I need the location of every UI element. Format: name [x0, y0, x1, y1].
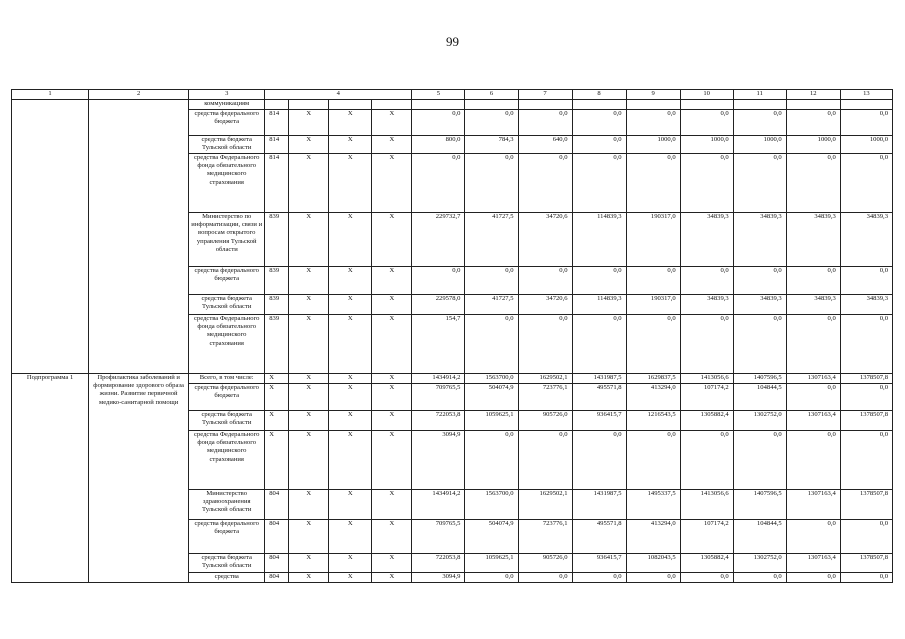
- amount-cell: 0,0: [840, 110, 892, 136]
- amount-cell: 107174,2: [680, 520, 733, 554]
- classifier-cell: X: [329, 384, 372, 411]
- amount-cell: 34839,3: [680, 295, 733, 315]
- amount-cell: 0,0: [840, 267, 892, 295]
- amount-cell: 0,0: [840, 315, 892, 374]
- amount-cell: 0,0: [680, 573, 733, 583]
- amount-cell: 1216543,5: [626, 411, 680, 431]
- amount-cell: 1307163,4: [786, 374, 840, 384]
- amount-cell: 0,0: [518, 315, 572, 374]
- header-cell: 11: [733, 90, 786, 100]
- amount-cell: 114839,3: [572, 213, 626, 267]
- amount-cell: [733, 100, 786, 110]
- amount-cell: 0,0: [786, 431, 840, 490]
- amount-cell: 1629502,1: [518, 490, 572, 520]
- amount-cell: 0,0: [680, 154, 733, 213]
- classifier-cell: [329, 100, 372, 110]
- classifier-cell: X: [289, 267, 329, 295]
- amount-cell: 0,0: [412, 154, 465, 213]
- amount-cell: 0,0: [626, 431, 680, 490]
- funding-source-cell: средства Федерального фонда обязательного медицинского страхования: [189, 431, 265, 490]
- amount-cell: 0,0: [840, 520, 892, 554]
- amount-cell: 104844,5: [733, 520, 786, 554]
- classifier-cell: [289, 100, 329, 110]
- amount-cell: 0,0: [518, 154, 572, 213]
- amount-cell: 0,0: [733, 110, 786, 136]
- amount-cell: 1434914,2: [412, 374, 465, 384]
- amount-cell: 107174,2: [680, 384, 733, 411]
- classifier-cell: X: [372, 267, 412, 295]
- amount-cell: [518, 100, 572, 110]
- amount-cell: 41727,5: [465, 295, 518, 315]
- amount-cell: 0,0: [518, 110, 572, 136]
- amount-cell: [412, 100, 465, 110]
- classifier-cell: X: [289, 154, 329, 213]
- funding-source-cell: средства Федерального фонда обязательного медицинского страхования: [189, 315, 265, 374]
- amount-cell: 784,3: [465, 136, 518, 154]
- funding-source-cell: средства федерального бюджета: [189, 384, 265, 411]
- header-cell: 4: [265, 90, 412, 100]
- amount-cell: [572, 100, 626, 110]
- amount-cell: 0,0: [786, 110, 840, 136]
- classifier-cell: X: [372, 384, 412, 411]
- amount-cell: 0,0: [680, 110, 733, 136]
- classifier-cell: X: [289, 110, 329, 136]
- classifier-cell: X: [329, 431, 372, 490]
- funding-source-cell: средства федерального бюджета: [189, 520, 265, 554]
- subprogram-name-cell: Профилактика заболеваний и формирование здорового образа жизни. Развитие первичной медико-санитарной помощи: [89, 374, 189, 583]
- classifier-cell: X: [289, 136, 329, 154]
- amount-cell: [465, 100, 518, 110]
- amount-cell: 0,0: [465, 110, 518, 136]
- amount-cell: 0,0: [572, 431, 626, 490]
- amount-cell: 495571,8: [572, 384, 626, 411]
- amount-cell: 0,0: [465, 315, 518, 374]
- budget-code-cell: X: [265, 374, 289, 384]
- amount-cell: 495571,8: [572, 520, 626, 554]
- amount-cell: 709765,5: [412, 520, 465, 554]
- amount-cell: 1000,0: [626, 136, 680, 154]
- classifier-cell: X: [372, 431, 412, 490]
- table-row: [12, 374, 893, 384]
- classifier-cell: X: [329, 267, 372, 295]
- amount-cell: 1413056,6: [680, 374, 733, 384]
- amount-cell: 0,0: [840, 154, 892, 213]
- classifier-cell: X: [372, 520, 412, 554]
- amount-cell: 3094,9: [412, 431, 465, 490]
- amount-cell: 0,0: [572, 267, 626, 295]
- amount-cell: [626, 100, 680, 110]
- funding-source-cell: средства федерального бюджета: [189, 267, 265, 295]
- amount-cell: 1305882,4: [680, 411, 733, 431]
- amount-cell: 905726,0: [518, 554, 572, 573]
- amount-cell: 34839,3: [733, 295, 786, 315]
- budget-code-cell: 804: [265, 490, 289, 520]
- header-cell: 7: [518, 90, 572, 100]
- classifier-cell: X: [289, 490, 329, 520]
- amount-cell: 0,0: [733, 154, 786, 213]
- amount-cell: 0,0: [786, 154, 840, 213]
- amount-cell: 0,0: [840, 431, 892, 490]
- funding-source-cell: средства бюджета Тульской области: [189, 136, 265, 154]
- amount-cell: 0,0: [626, 267, 680, 295]
- amount-cell: 3094,9: [412, 573, 465, 583]
- table-body: [12, 90, 893, 583]
- amount-cell: 0,0: [465, 573, 518, 583]
- funding-source-cell: Министерство здравоохранения Тульской области: [189, 490, 265, 520]
- amount-cell: 34839,3: [840, 213, 892, 267]
- subprogram-label-cell: Подпрограмма 1: [12, 374, 89, 583]
- budget-code-cell: X: [265, 431, 289, 490]
- header-cell: 9: [626, 90, 680, 100]
- amount-cell: 34839,3: [840, 295, 892, 315]
- amount-cell: 190317,0: [626, 213, 680, 267]
- funding-source-cell: коммуникациям: [189, 100, 265, 110]
- amount-cell: 1305882,4: [680, 554, 733, 573]
- amount-cell: 0,0: [465, 267, 518, 295]
- classifier-cell: X: [372, 154, 412, 213]
- classifier-cell: X: [289, 520, 329, 554]
- budget-table: [11, 89, 893, 583]
- funding-source-cell: средства федерального бюджета: [189, 110, 265, 136]
- amount-cell: 0,0: [465, 431, 518, 490]
- classifier-cell: X: [289, 431, 329, 490]
- amount-cell: 1378507,8: [840, 490, 892, 520]
- amount-cell: 722053,8: [412, 554, 465, 573]
- amount-cell: 800,0: [412, 136, 465, 154]
- amount-cell: 504074,9: [465, 520, 518, 554]
- amount-cell: 1000,0: [786, 136, 840, 154]
- amount-cell: 0,0: [412, 110, 465, 136]
- classifier-cell: X: [289, 384, 329, 411]
- amount-cell: 0,0: [786, 384, 840, 411]
- amount-cell: 0,0: [626, 110, 680, 136]
- classifier-cell: X: [372, 315, 412, 374]
- amount-cell: 1307163,4: [786, 411, 840, 431]
- amount-cell: 936415,7: [572, 554, 626, 573]
- amount-cell: 114839,3: [572, 295, 626, 315]
- budget-code-cell: 814: [265, 136, 289, 154]
- amount-cell: 1307163,4: [786, 490, 840, 520]
- header-row: [12, 90, 893, 100]
- page-number: 99: [446, 34, 459, 49]
- amount-cell: [680, 100, 733, 110]
- classifier-cell: [372, 100, 412, 110]
- amount-cell: 34720,6: [518, 295, 572, 315]
- funding-source-cell: Всего, в том числе:: [189, 374, 265, 384]
- header-cell: 8: [572, 90, 626, 100]
- amount-cell: 1434914,2: [412, 490, 465, 520]
- classifier-cell: X: [289, 573, 329, 583]
- classifier-cell: X: [289, 295, 329, 315]
- classifier-cell: X: [372, 374, 412, 384]
- amount-cell: 413294,0: [626, 384, 680, 411]
- amount-cell: 1082043,5: [626, 554, 680, 573]
- amount-cell: 0,0: [572, 136, 626, 154]
- amount-cell: 0,0: [518, 573, 572, 583]
- amount-cell: 0,0: [572, 573, 626, 583]
- amount-cell: 1563700,0: [465, 374, 518, 384]
- amount-cell: 1563700,0: [465, 490, 518, 520]
- header-cell: 10: [680, 90, 733, 100]
- classifier-cell: X: [329, 374, 372, 384]
- budget-code-cell: 814: [265, 110, 289, 136]
- amount-cell: 1431987,5: [572, 490, 626, 520]
- classifier-cell: X: [289, 374, 329, 384]
- classifier-cell: X: [372, 573, 412, 583]
- classifier-cell: X: [289, 411, 329, 431]
- funding-source-cell: средства бюджета Тульской области: [189, 295, 265, 315]
- amount-cell: 1302752,0: [733, 411, 786, 431]
- amount-cell: 1407596,5: [733, 490, 786, 520]
- amount-cell: 709765,5: [412, 384, 465, 411]
- amount-cell: 0,0: [840, 384, 892, 411]
- header-cell: 6: [465, 90, 518, 100]
- amount-cell: 1378507,8: [840, 411, 892, 431]
- amount-cell: 936415,7: [572, 411, 626, 431]
- funding-source-cell: средства бюджета Тульской области: [189, 554, 265, 573]
- classifier-cell: X: [372, 490, 412, 520]
- classifier-cell: X: [329, 554, 372, 573]
- header-cell: 5: [412, 90, 465, 100]
- amount-cell: 1629502,1: [518, 374, 572, 384]
- amount-cell: 722053,8: [412, 411, 465, 431]
- amount-cell: [840, 100, 892, 110]
- header-cell: 12: [786, 90, 840, 100]
- amount-cell: 1495337,5: [626, 490, 680, 520]
- amount-cell: 1629837,5: [626, 374, 680, 384]
- amount-cell: 1378507,8: [840, 374, 892, 384]
- amount-cell: 0,0: [518, 431, 572, 490]
- amount-cell: 229732,7: [412, 213, 465, 267]
- amount-cell: 0,0: [680, 315, 733, 374]
- classifier-cell: X: [372, 136, 412, 154]
- amount-cell: 1000,0: [733, 136, 786, 154]
- classifier-cell: X: [329, 295, 372, 315]
- amount-cell: 1431987,5: [572, 374, 626, 384]
- budget-code-cell: 839: [265, 267, 289, 295]
- amount-cell: 0,0: [626, 315, 680, 374]
- amount-cell: 723776,1: [518, 520, 572, 554]
- classifier-cell: X: [329, 136, 372, 154]
- amount-cell: 1000,0: [680, 136, 733, 154]
- amount-cell: 0,0: [465, 154, 518, 213]
- amount-cell: 0,0: [518, 267, 572, 295]
- classifier-cell: X: [289, 554, 329, 573]
- program-name-cell: [89, 100, 189, 374]
- amount-cell: 41727,5: [465, 213, 518, 267]
- funding-source-cell: средства бюджета Тульской области: [189, 411, 265, 431]
- classifier-cell: X: [329, 490, 372, 520]
- amount-cell: 0,0: [412, 267, 465, 295]
- amount-cell: 723776,1: [518, 384, 572, 411]
- funding-source-cell: средства Федерального фонда обязательного медицинского страхования: [189, 154, 265, 213]
- classifier-cell: X: [329, 154, 372, 213]
- budget-code-cell: 804: [265, 573, 289, 583]
- amount-cell: 1059625,1: [465, 554, 518, 573]
- amount-cell: 0,0: [626, 573, 680, 583]
- budget-code-cell: 839: [265, 315, 289, 374]
- amount-cell: 0,0: [733, 573, 786, 583]
- amount-cell: 0,0: [680, 431, 733, 490]
- amount-cell: 34839,3: [680, 213, 733, 267]
- classifier-cell: X: [329, 213, 372, 267]
- amount-cell: 104844,5: [733, 384, 786, 411]
- budget-code-cell: 839: [265, 213, 289, 267]
- amount-cell: 229578,0: [412, 295, 465, 315]
- budget-code-cell: [265, 100, 289, 110]
- amount-cell: 1378507,8: [840, 554, 892, 573]
- amount-cell: 0,0: [786, 315, 840, 374]
- funding-source-cell: Министерство по информатизации, связи и вопросам открытого управления Тульской области: [189, 213, 265, 267]
- amount-cell: 640,0: [518, 136, 572, 154]
- amount-cell: 1307163,4: [786, 554, 840, 573]
- classifier-cell: X: [329, 573, 372, 583]
- budget-code-cell: 804: [265, 554, 289, 573]
- amount-cell: 34839,3: [733, 213, 786, 267]
- amount-cell: 1407596,5: [733, 374, 786, 384]
- amount-cell: 0,0: [572, 154, 626, 213]
- amount-cell: 0,0: [572, 315, 626, 374]
- amount-cell: 0,0: [786, 267, 840, 295]
- classifier-cell: X: [372, 213, 412, 267]
- amount-cell: 34839,3: [786, 295, 840, 315]
- classifier-cell: X: [372, 411, 412, 431]
- classifier-cell: X: [372, 554, 412, 573]
- classifier-cell: X: [289, 315, 329, 374]
- classifier-cell: X: [329, 520, 372, 554]
- amount-cell: 0,0: [680, 267, 733, 295]
- amount-cell: 0,0: [572, 110, 626, 136]
- amount-cell: 504074,9: [465, 384, 518, 411]
- amount-cell: 0,0: [786, 520, 840, 554]
- program-cell: [12, 100, 89, 374]
- amount-cell: [786, 100, 840, 110]
- amount-cell: 0,0: [626, 154, 680, 213]
- header-cell: 3: [189, 90, 265, 100]
- header-cell: 13: [840, 90, 892, 100]
- classifier-cell: X: [372, 295, 412, 315]
- amount-cell: 0,0: [840, 573, 892, 583]
- amount-cell: 34720,6: [518, 213, 572, 267]
- amount-cell: 190317,0: [626, 295, 680, 315]
- classifier-cell: X: [329, 315, 372, 374]
- amount-cell: 1413056,6: [680, 490, 733, 520]
- amount-cell: 154,7: [412, 315, 465, 374]
- amount-cell: 1000,0: [840, 136, 892, 154]
- budget-code-cell: X: [265, 384, 289, 411]
- amount-cell: 0,0: [733, 431, 786, 490]
- budget-code-cell: X: [265, 411, 289, 431]
- classifier-cell: X: [289, 213, 329, 267]
- budget-code-cell: 804: [265, 520, 289, 554]
- amount-cell: 1302752,0: [733, 554, 786, 573]
- budget-code-cell: 839: [265, 295, 289, 315]
- budget-code-cell: 814: [265, 154, 289, 213]
- amount-cell: 34839,3: [786, 213, 840, 267]
- classifier-cell: X: [329, 110, 372, 136]
- amount-cell: 0,0: [786, 573, 840, 583]
- header-cell: 2: [89, 90, 189, 100]
- amount-cell: 0,0: [733, 315, 786, 374]
- amount-cell: 0,0: [733, 267, 786, 295]
- amount-cell: 413294,0: [626, 520, 680, 554]
- classifier-cell: X: [372, 110, 412, 136]
- table-row: [12, 100, 893, 110]
- funding-source-cell: средства: [189, 573, 265, 583]
- classifier-cell: X: [329, 411, 372, 431]
- amount-cell: 905726,0: [518, 411, 572, 431]
- header-cell: 1: [12, 90, 89, 100]
- amount-cell: 1059625,1: [465, 411, 518, 431]
